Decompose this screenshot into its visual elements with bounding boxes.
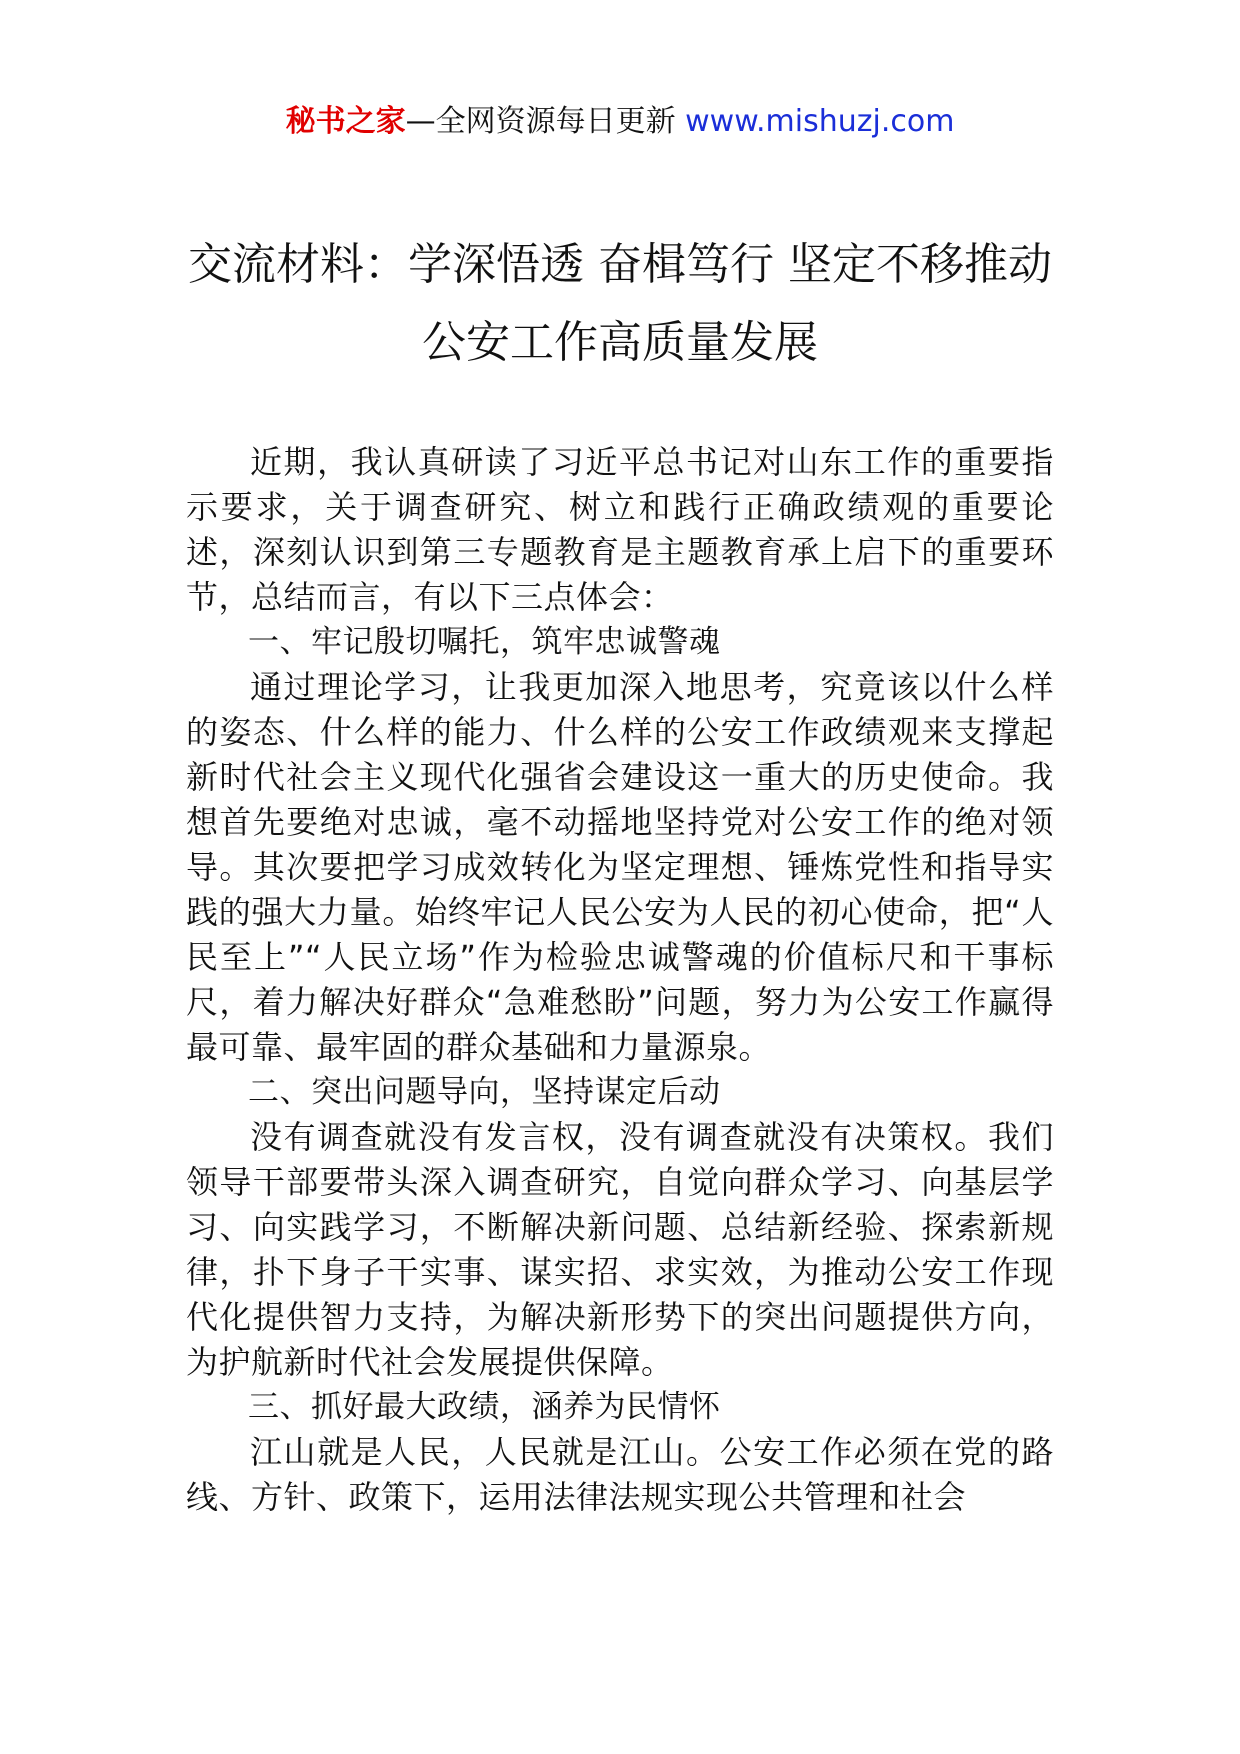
intro-paragraph: 近期，我认真研读了习近平总书记对山东工作的重要指示要求，关于调查研究、树立和践行正确政绩观的重要论述，深刻认识到第三专题教育是主题教育承上启下的重要环节，总结而言，有以下三点体会： bbox=[186, 443, 1054, 616]
document-body bbox=[186, 440, 1054, 1520]
brand-name: 秘书之家 bbox=[285, 104, 406, 139]
section-heading-3: 三、抓好最大政绩，涵养为民情怀 bbox=[248, 1389, 721, 1425]
site-header bbox=[0, 100, 1240, 144]
section-heading-1: 一、牢记殷切嘱托，筑牢忠诚警魂 bbox=[248, 624, 721, 660]
header-tagline: —全网资源每日更新 bbox=[405, 104, 686, 139]
site-url-link[interactable]: www.mishuzj.com bbox=[685, 104, 955, 139]
section-heading-2: 二、突出问题导向，坚持谋定后动 bbox=[248, 1074, 721, 1110]
section-paragraph-3: 江山就是人民，人民就是江山。公安工作必须在党的路线、方针、政策下，运用法律法规实现公共管理和社会 bbox=[186, 1433, 1054, 1516]
section-paragraph-1: 通过理论学习，让我更加深入地思考，究竟该以什么样的姿态、什么样的能力、什么样的公安工作政绩观来支撑起新时代社会主义现代化强省会建设这一重大的历史使命。我想首先要绝对忠诚，毫不动摇地坚持党对公安工作的绝对领导。其次要把学习成效转化为坚定理想、锤炼党性和指导实践的强大力量。始终牢记人民公安为人民的初心使命，把“人民至上”“人民立场”作为检验忠诚警魂的价值标尺和干事标尺，着力解决好群众“急难愁盼”问题，努力为公安工作赢得最可靠、最牢固的群众基础和力量源泉。 bbox=[186, 668, 1054, 1066]
document-title: 交流材料：学深悟透 奋楫笃行 坚定不移推动公安工作高质量发展 bbox=[188, 239, 1052, 368]
section-paragraph-2: 没有调查就没有发言权，没有调查就没有决策权。我们领导干部要带头深入调查研究，自觉向群众学习、向基层学习、向实践学习，不断解决新问题、总结新经验、探索新规律，扑下身子干实事、谋实招、求实效，为推动公安工作现代化提供智力支持，为解决新形势下的突出问题提供方向，为护航新时代社会发展提供保障。 bbox=[186, 1118, 1054, 1381]
